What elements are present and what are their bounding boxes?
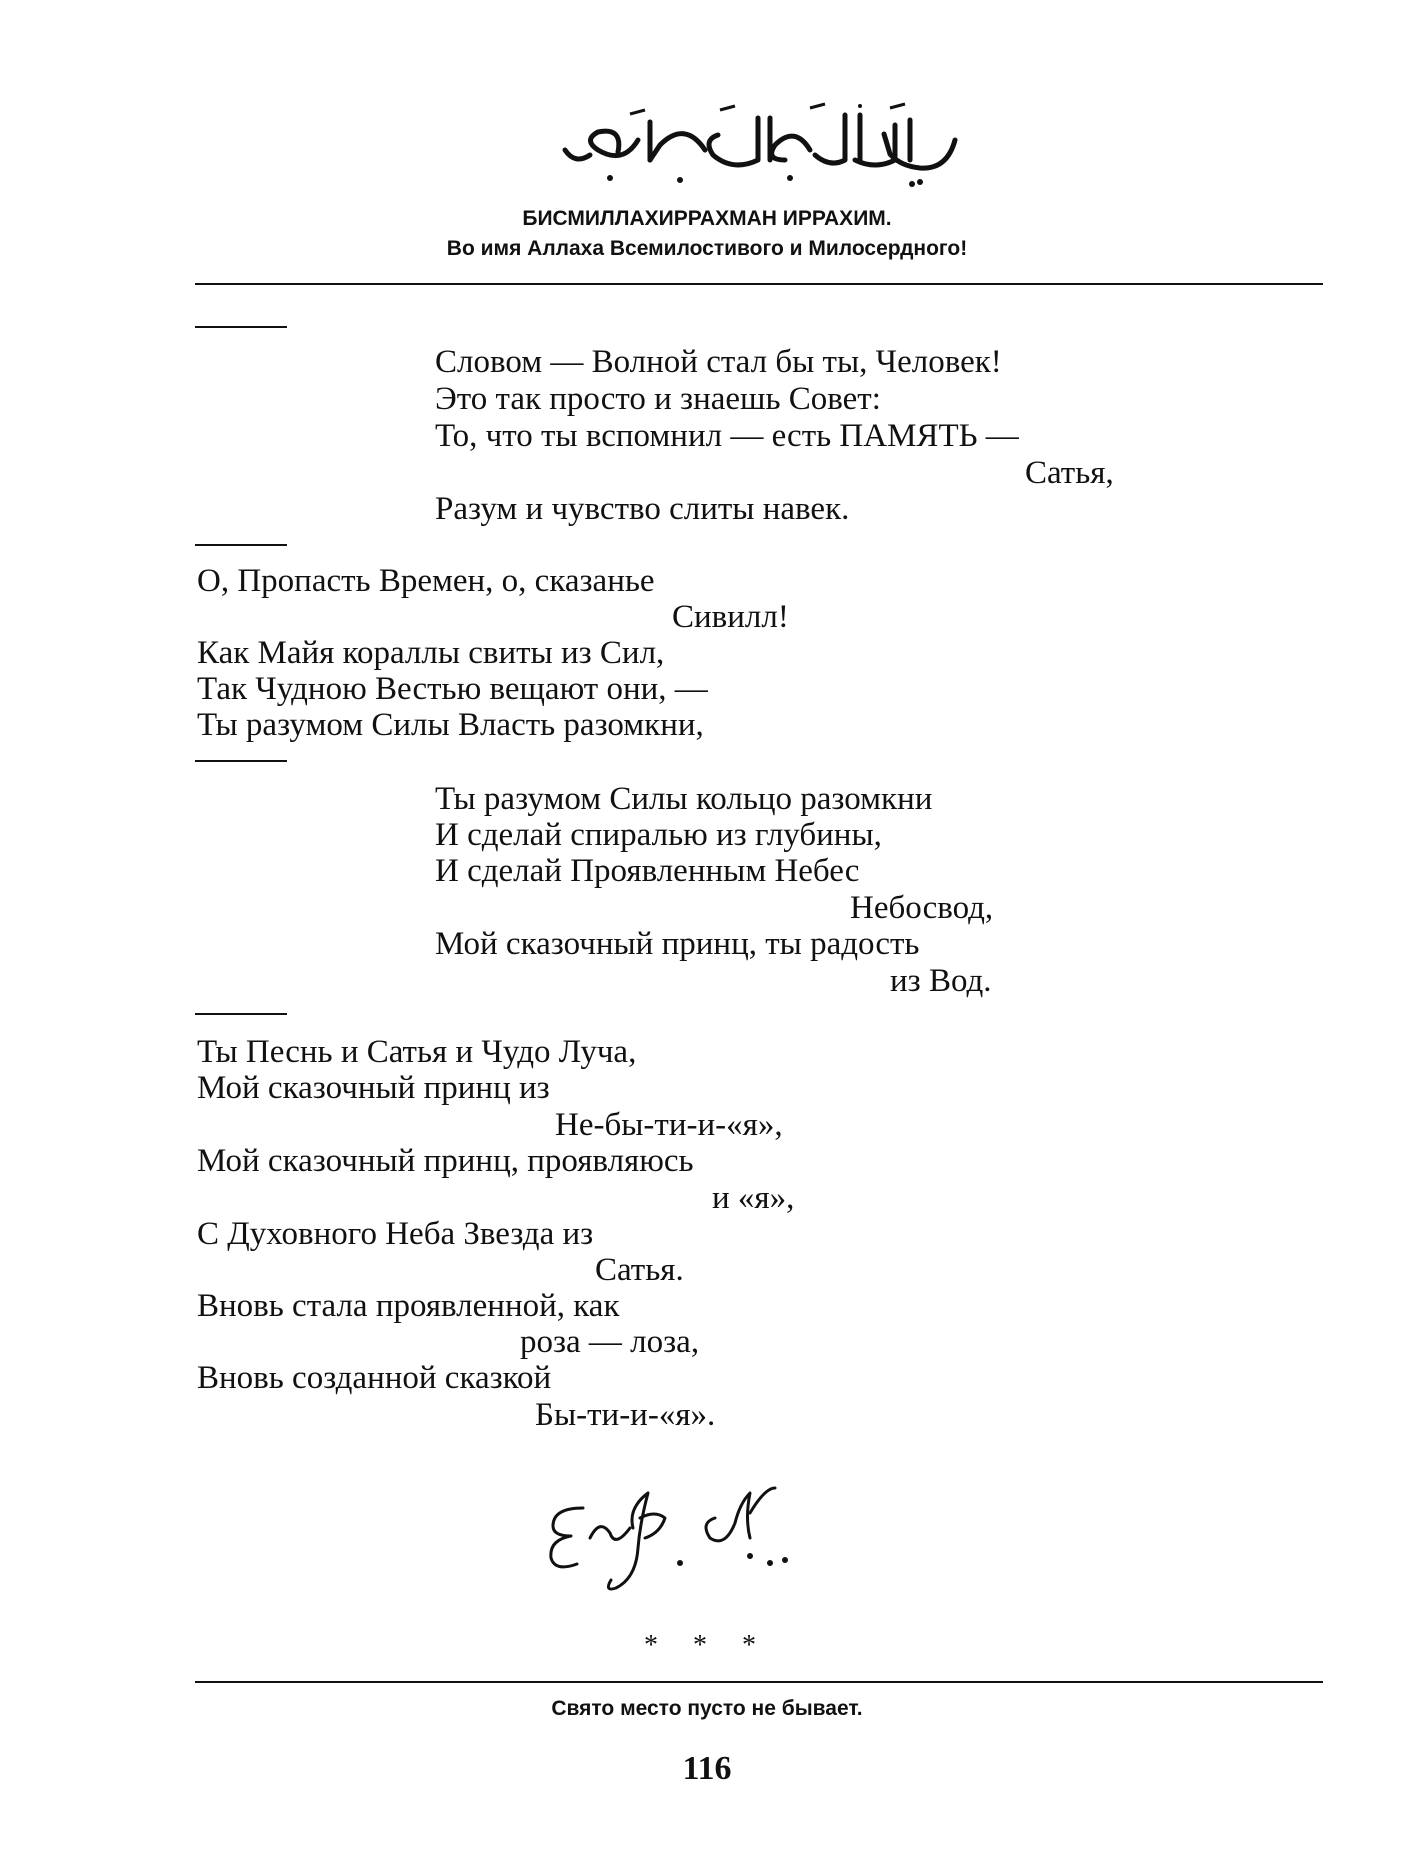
poem-line: Ты разумом Силы кольцо разомкни [435,781,933,817]
section-separator: * * * [644,1630,770,1661]
page-number: 116 [682,1750,732,1787]
poem-line: Словом — Волной стал бы ты, Человек! [435,344,1002,380]
poem-line: Мой сказочный принц, ты радость [435,926,920,962]
poem-line: То, что ты вспомнил — есть ПАМЯТЬ — [435,418,1019,454]
poem-line: Мой сказочный принц из [197,1070,550,1106]
poem-line: И сделай спиралью из глубины, [435,817,882,853]
poem-line: Разум и чувство слиты навек. [435,491,850,527]
poem-line: Как Майя кораллы свиты из Сил, [197,635,665,671]
poem-line: Так Чудною Вестью вещают они, — [197,671,708,707]
stanza-divider [195,760,287,762]
poem-line: Это так просто и знаешь Совет: [435,381,881,417]
page-header-subtitle: Во имя Аллаха Всемилостивого и Милосердного! [446,237,968,260]
poem-line: Ты разумом Силы Власть разомкни, [197,707,704,743]
poem-line: Сивилл! [672,599,789,635]
poem-line: И сделай Проявленным Небес [435,853,860,889]
poem-line: Бы-ти-и-«я». [535,1397,716,1433]
poem-line: Небосвод, [850,890,994,926]
footer-rule [195,1681,1323,1683]
poem-line: Мой сказочный принц, проявляюсь [197,1143,694,1179]
stanza-divider [195,1013,287,1015]
poem-line: Сатья, [1025,455,1114,491]
poem-line: и «я», [712,1180,795,1216]
poem-line: С Духовного Неба Звезда из [197,1216,594,1252]
header-rule [195,283,1323,285]
stanza-divider [195,544,287,546]
page-header-title: БИСМИЛЛАХИРРАХМАН ИРРАХИМ. [522,207,892,230]
stanza-divider [195,326,287,328]
bismillah-calligraphy-icon [560,100,980,188]
handwritten-signature-icon [545,1478,825,1598]
poem-line: из Вод. [890,963,992,999]
poem-line: Вновь стала проявленной, как [197,1288,620,1324]
poem-line: Ты Песнь и Сатья и Чудо Луча, [197,1034,637,1070]
poem-line: Сатья. [595,1252,684,1288]
poem-line: О, Пропасть Времен, о, сказанье [197,563,655,599]
poem-line: Вновь созданной сказкой [197,1360,552,1396]
poem-line: Не-бы-ти-и-«я», [555,1107,783,1143]
footer-proverb: Свято место пусто не бывает. [551,1697,863,1720]
poem-line: роза — лоза, [520,1324,700,1360]
